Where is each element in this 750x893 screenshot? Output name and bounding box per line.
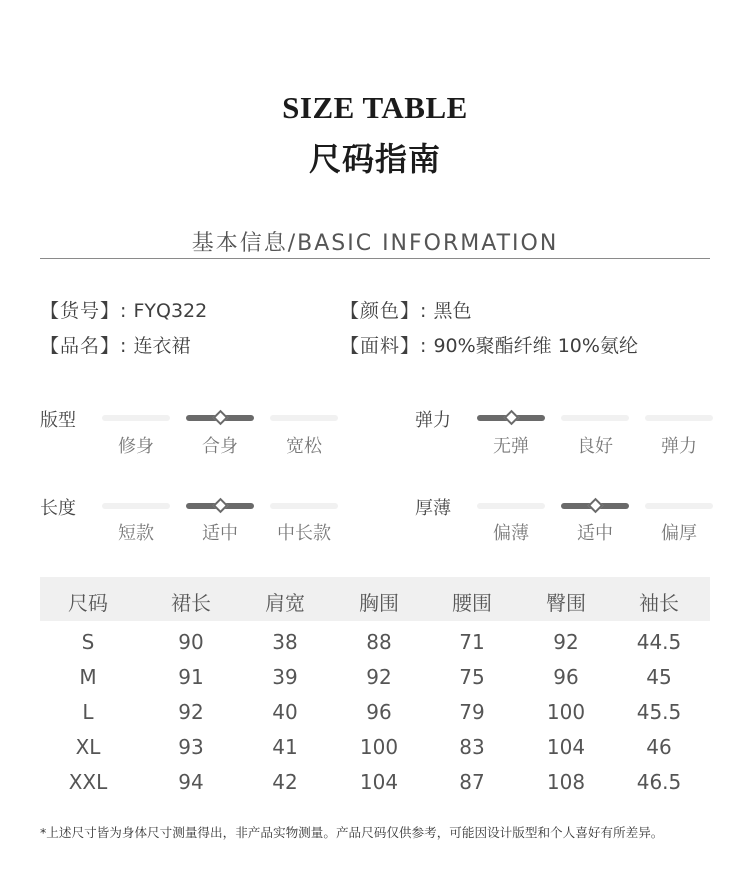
table-cell: 87 xyxy=(459,770,485,794)
table-cell: 92 xyxy=(366,665,392,689)
table-cell: 38 xyxy=(272,630,298,654)
table-header-cell: 胸围 xyxy=(359,591,399,615)
table-cell: 92 xyxy=(553,630,579,654)
title-chinese: 尺码指南 xyxy=(308,140,441,178)
table-header-cell: 肩宽 xyxy=(265,591,305,615)
section-divider xyxy=(40,258,710,259)
table-cell: 42 xyxy=(272,770,298,794)
scale-track xyxy=(645,503,713,509)
table-header-cell: 尺码 xyxy=(68,591,108,615)
table-cell: 40 xyxy=(272,700,298,724)
table-row-size: XXL xyxy=(68,770,108,794)
scale-option: 弹力 xyxy=(661,436,697,457)
table-cell: 71 xyxy=(459,630,485,654)
color-label: 【颜色】: xyxy=(340,300,428,322)
scale-track xyxy=(477,503,545,509)
scale-track xyxy=(102,503,170,509)
title-english: SIZE TABLE xyxy=(282,90,468,125)
table-cell: 96 xyxy=(553,665,579,689)
footnote: *上述尺寸皆为身体尺寸测量得出，非产品实物测量。产品尺码仅供参考，可能因设计版型和个人喜好有所差异。 xyxy=(40,825,664,840)
table-row-size: S xyxy=(81,630,95,654)
scale-option: 偏薄 xyxy=(493,523,529,544)
scale-marker-icon xyxy=(588,498,604,514)
scale-option: 修身 xyxy=(118,436,154,457)
product-name-value: 连衣裙 xyxy=(133,335,191,357)
fabric-value: 90%聚酯纤维 10%氨纶 xyxy=(433,335,638,357)
table-row-size: M xyxy=(79,665,97,689)
scale-track xyxy=(645,415,713,421)
table-cell: 92 xyxy=(178,700,204,724)
scale-option: 适中 xyxy=(202,523,238,544)
scale-option: 短款 xyxy=(118,523,154,544)
scale-option: 中长款 xyxy=(277,523,331,544)
table-cell: 41 xyxy=(272,735,298,759)
scale-option: 良好 xyxy=(577,436,613,457)
info-fabric xyxy=(340,331,638,358)
scale-label: 长度 xyxy=(40,498,76,519)
info-item-number xyxy=(40,296,207,323)
basic-info-heading: 基本信息/BASIC INFORMATION xyxy=(191,231,559,256)
table-header-cell: 臀围 xyxy=(546,591,586,615)
table-cell: 108 xyxy=(546,770,586,794)
scale-track-selected xyxy=(561,503,629,509)
table-cell: 39 xyxy=(272,665,298,689)
scale-track xyxy=(561,415,629,421)
table-cell: 93 xyxy=(178,735,204,759)
info-color xyxy=(340,296,471,323)
scale-marker-icon xyxy=(213,498,229,514)
info-product-name xyxy=(40,331,190,358)
scale-marker-icon xyxy=(213,410,229,426)
color-value: 黑色 xyxy=(433,300,472,322)
table-cell: 79 xyxy=(459,700,485,724)
table-cell: 96 xyxy=(366,700,392,724)
scale-label: 厚薄 xyxy=(415,498,451,519)
table-cell: 46 xyxy=(646,735,672,759)
table-cell: 88 xyxy=(366,630,392,654)
table-cell: 104 xyxy=(546,735,586,759)
scale-label: 弹力 xyxy=(415,410,451,431)
table-cell: 46.5 xyxy=(636,770,682,794)
table-cell: 94 xyxy=(178,770,204,794)
table-cell: 100 xyxy=(359,735,399,759)
table-cell: 90 xyxy=(178,630,204,654)
table-cell: 104 xyxy=(359,770,399,794)
scale-option: 无弹 xyxy=(493,436,529,457)
scale-track-selected xyxy=(186,503,254,509)
scale-track xyxy=(270,503,338,509)
scale-track xyxy=(102,415,170,421)
scale-track-selected xyxy=(477,415,545,421)
scale-option: 适中 xyxy=(577,523,613,544)
table-cell: 44.5 xyxy=(636,630,682,654)
table-row-size: XL xyxy=(75,735,101,759)
table-cell: 45.5 xyxy=(636,700,682,724)
scale-option: 宽松 xyxy=(286,436,322,457)
scale-track-selected xyxy=(186,415,254,421)
table-cell: 75 xyxy=(459,665,485,689)
item-number-label: 【货号】: xyxy=(40,300,128,322)
table-header-cell: 袖长 xyxy=(639,591,679,615)
table-cell: 45 xyxy=(646,665,672,689)
table-header-cell: 裙长 xyxy=(171,591,211,615)
table-cell: 91 xyxy=(178,665,204,689)
table-cell: 83 xyxy=(459,735,485,759)
scale-option: 合身 xyxy=(202,436,238,457)
item-number-value: FYQ322 xyxy=(133,300,208,322)
table-row-size: L xyxy=(82,700,94,724)
fabric-label: 【面料】: xyxy=(340,335,428,357)
product-name-label: 【品名】: xyxy=(40,335,128,357)
table-cell: 100 xyxy=(546,700,586,724)
scale-marker-icon xyxy=(504,410,520,426)
scale-track xyxy=(270,415,338,421)
scale-option: 偏厚 xyxy=(661,523,697,544)
scale-label: 版型 xyxy=(40,410,76,431)
table-header-cell: 腰围 xyxy=(452,591,492,615)
